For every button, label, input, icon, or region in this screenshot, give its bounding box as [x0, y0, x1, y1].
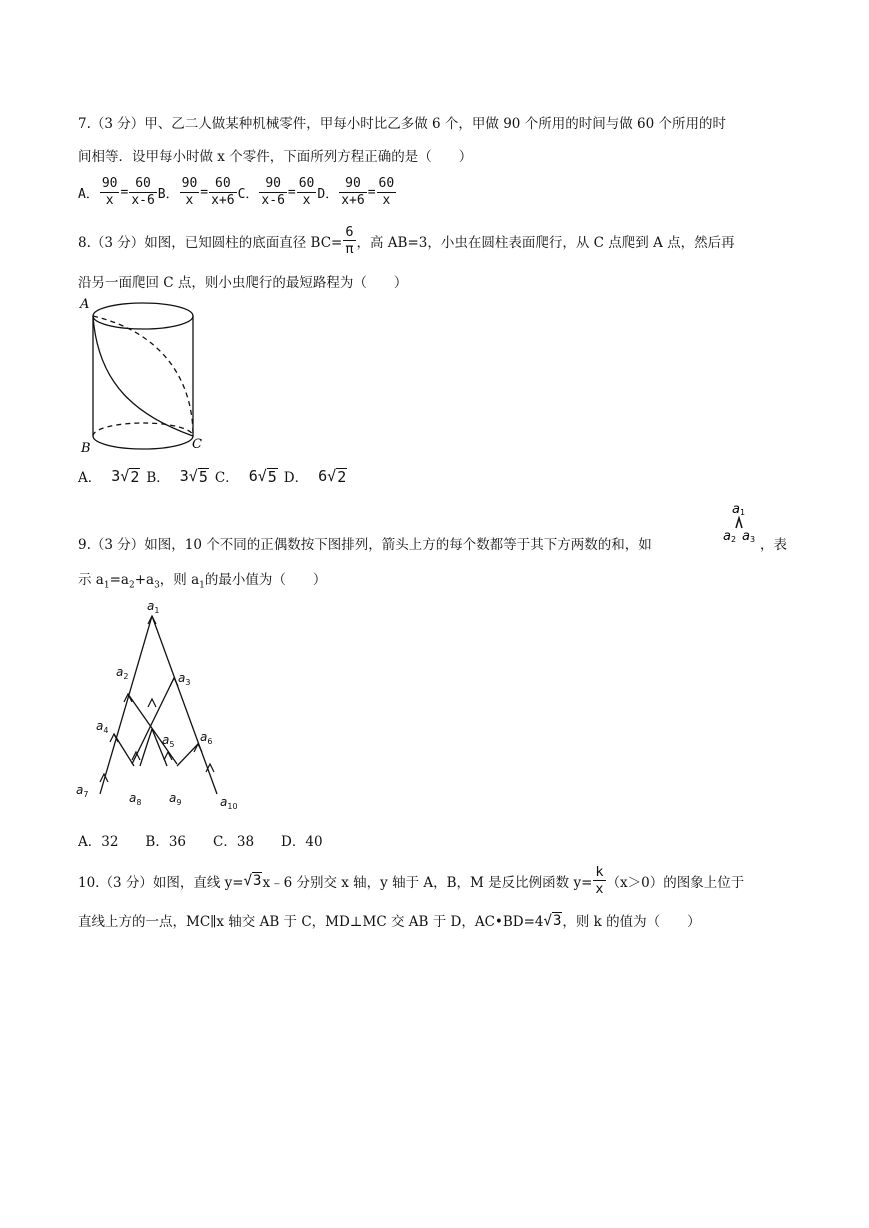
- q8-line1-text-b: ，高 AB=3，小虫在圆柱表面爬行，从 C 点爬到 A 点，然后再: [356, 234, 735, 251]
- q10-line1: [78, 864, 744, 897]
- q9-line2-part: =a: [109, 572, 129, 588]
- q8-bc-fraction: $\frac{6}{\pi}$: [345, 224, 354, 257]
- front-path-curve: [93, 316, 193, 436]
- q10-k-over-x-fraction: $\frac{k}{x}$: [595, 864, 604, 897]
- q8-option-a-value: 3 √ 2: [111, 467, 140, 486]
- q7-option-b-label: B．: [157, 187, 179, 202]
- node-a10: $a_{10}$: [220, 795, 238, 811]
- small-fig-right-a: a: [742, 529, 750, 544]
- pyramid-left-edge: [100, 616, 152, 794]
- node-a7: $a_7$: [76, 783, 89, 799]
- label-a: A: [80, 297, 90, 312]
- q7-option-d-left-fraction: $\frac{90}{x+6}$: [341, 176, 365, 208]
- cylinder-top-ellipse: [93, 303, 193, 329]
- q7-line2: 间相等．设甲每小时做 x 个零件，下面所列方程正确的是（ ）: [78, 149, 473, 165]
- node-a2: $a_2$: [116, 665, 129, 681]
- arrow-up-icon: [148, 616, 156, 624]
- q10-line2-text-b: ，则 k 的值为（ ）: [562, 914, 701, 930]
- q10-line2-text-a: 直线上方的一点，MC∥x 轴交 AB 于 C，MD⊥MC 交 AB 于 D，AC•BD=4: [78, 914, 544, 930]
- q10-line1-text-c: （x＞0）的图象上位于: [606, 874, 745, 891]
- q9-line2-part: +a: [134, 572, 155, 588]
- q7-option-c-label: C．: [237, 187, 259, 202]
- q8-option-a-label: A．: [78, 470, 102, 486]
- q8-option-d-value: 6 √ 2: [318, 467, 347, 486]
- q8-option-d-label: D．: [283, 470, 309, 486]
- small-fig-left-sub: 2: [731, 535, 737, 544]
- small-fig-top-a: a: [732, 502, 740, 517]
- q9-sub: 2: [128, 580, 135, 591]
- label-c: C: [192, 437, 202, 452]
- pyramid-right-edge: [152, 616, 217, 794]
- q7-line1: 7.（3 分）甲、乙二人做某种机械零件，甲每小时比乙多做 6 个，甲做 90 个所用的时间与做 60 个所用的时: [78, 116, 726, 132]
- label-b: B: [81, 441, 91, 456]
- q7-option-c-right-fraction: $\frac{60}{x}$: [298, 176, 315, 208]
- q7-option-d-label: D．: [317, 187, 339, 202]
- cylinder-figure: [78, 296, 208, 456]
- node-a6: $a_6$: [200, 730, 213, 746]
- q8-option-c-label: C．: [214, 470, 239, 486]
- equals-sign: =: [367, 185, 376, 200]
- q9-line1-end: ，表: [760, 537, 787, 553]
- q7-option-a-left-fraction: $\frac{90}{x}$: [101, 176, 118, 208]
- small-fig-right-sub: 3: [750, 535, 756, 544]
- q9-small-example-figure: [718, 500, 758, 544]
- q7-option-c-left-fraction: $\frac{90}{x-6}$: [261, 176, 285, 208]
- number-pyramid-figure: [74, 594, 249, 814]
- node-a9: $a_9$: [169, 791, 182, 807]
- equals-sign: =: [287, 185, 296, 200]
- q8-line1-text-a: 8.（3 分）如图，已知圆柱的底面直径 BC=: [78, 234, 343, 251]
- q8-line2: 沿另一面爬回 C 点，则小虫爬行的最短路程为（ ）: [78, 275, 408, 291]
- q9-line1: 9.（3 分）如图，10 个不同的正偶数按下图排列，箭头上方的每个数都等于其下方两数的和，如: [78, 537, 652, 553]
- q9-sub: 3: [154, 580, 160, 591]
- pyramid-arrows: [100, 616, 214, 782]
- node-a3: $a_3$: [178, 671, 191, 687]
- arrow-up-icon: [170, 678, 178, 686]
- q9-line2-part: 示 a: [78, 572, 104, 588]
- q9-line2-part: ，则 a: [159, 572, 200, 588]
- q10-sqrt3: √ 3: [243, 873, 262, 889]
- q7-option-b-left-fraction: $\frac{90}{x}$: [181, 176, 198, 208]
- q9-sub: 1: [103, 580, 110, 591]
- q7-option-a-right-fraction: $\frac{60}{x-6}$: [131, 176, 155, 208]
- node-a4: $a_4$: [96, 719, 109, 735]
- node-a5: $a_5$: [162, 733, 175, 749]
- q8-option-c-value: 6 √ 5: [248, 467, 277, 486]
- q10-line1-text-b: x﹣6 分别交 x 轴，y 轴于 A，B，M 是反比例函数 y=: [262, 874, 593, 891]
- q9-sub: 1: [199, 580, 205, 591]
- q7-option-a-label: A．: [78, 187, 99, 202]
- q10-sqrt3-b: √ 3: [543, 912, 562, 929]
- node-a1: $a_1$: [147, 599, 160, 615]
- q8-option-b-value: 3 √ 5: [179, 467, 208, 486]
- back-path-curve: [93, 316, 193, 436]
- pyramid-inner-line: [177, 744, 198, 766]
- arrow-up-icon: [148, 699, 156, 707]
- q10-line2: [78, 910, 701, 930]
- q7-options: [78, 176, 397, 209]
- equals-sign: =: [120, 185, 129, 200]
- small-fig-top-sub: 1: [740, 508, 746, 517]
- q8-option-b-label: B．: [146, 470, 170, 486]
- equals-sign: =: [200, 185, 209, 200]
- small-fig-arrow-icon: [736, 518, 742, 528]
- q9-line2: [78, 568, 326, 591]
- node-a8: $a_8$: [129, 791, 142, 807]
- q10-line1-text-a: 10.（3 分）如图，直线 y=: [78, 874, 244, 891]
- q7-option-b-right-fraction: $\frac{60}{x+6}$: [211, 176, 235, 208]
- q9-line2-part: 的最小值为（ ）: [204, 572, 327, 588]
- q7-option-d-right-fraction: $\frac{60}{x}$: [378, 176, 395, 208]
- q8-options: [78, 466, 353, 486]
- small-fig-left-a: a: [723, 529, 731, 544]
- cylinder-bottom-front: [93, 436, 193, 449]
- q8-line1: [78, 224, 735, 257]
- q9-options: A．32 B．36 C．38 D．40: [78, 834, 323, 850]
